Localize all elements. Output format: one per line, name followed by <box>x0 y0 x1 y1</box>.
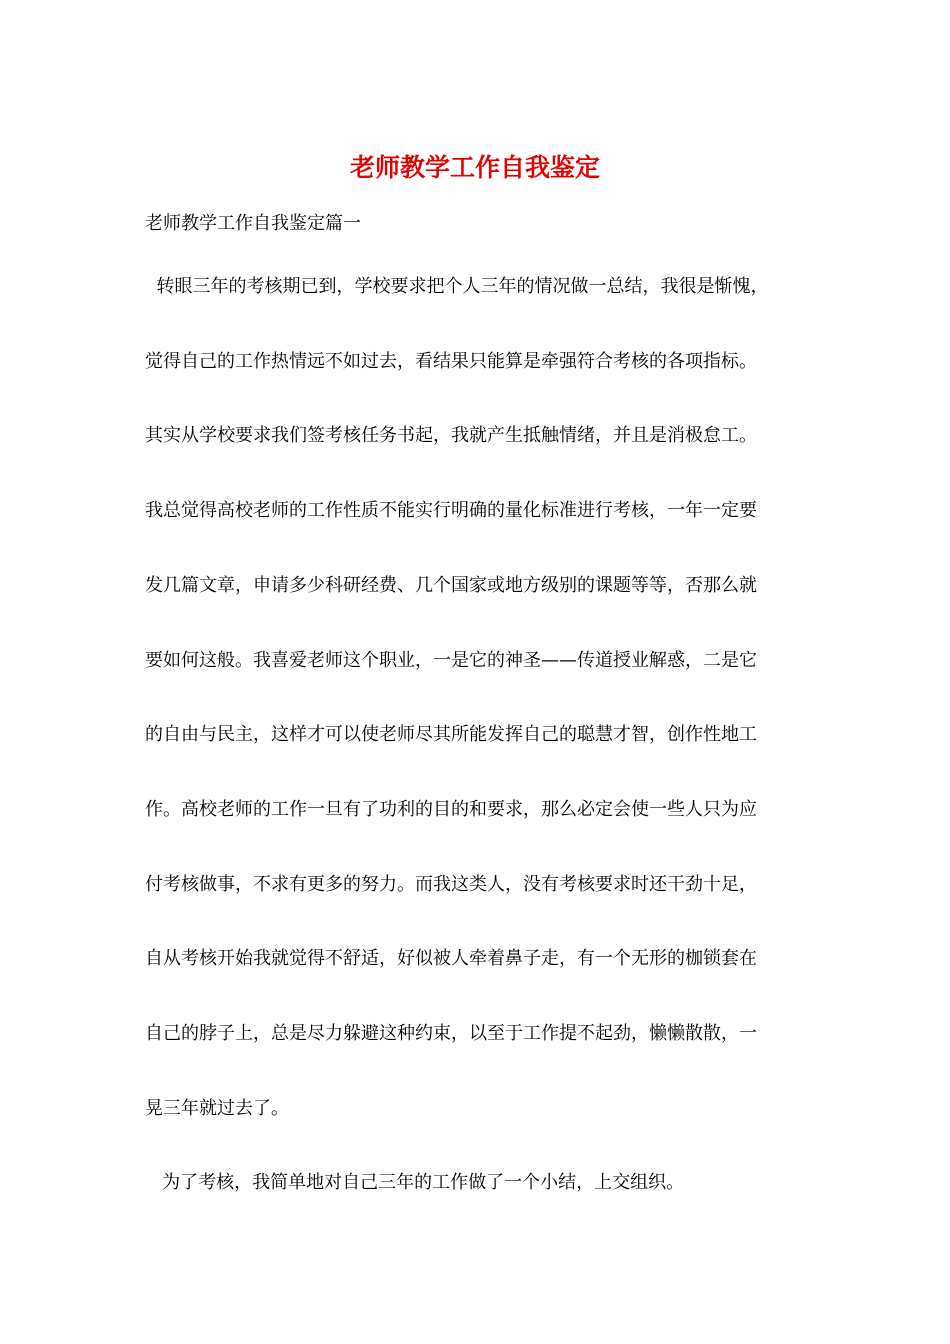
body-line: 的自由与民主，这样才可以使老师尽其所能发挥自己的聪慧才智，创作性地工 <box>145 724 757 745</box>
body-line: 作。高校老师的工作一旦有了功利的目的和要求，那么必定会使一些人只为应 <box>145 799 757 820</box>
body-line: 我总觉得高校老师的工作性质不能实行明确的量化标准进行考核，一年一定要 <box>145 500 757 521</box>
section-heading: 老师教学工作自我鉴定篇一 <box>145 213 361 234</box>
body-line: 发几篇文章，申请多少科研经费、几个国家或地方级别的课题等等，否那么就 <box>145 575 757 596</box>
body-line: 觉得自己的工作热情远不如过去，看结果只能算是牵强符合考核的各项指标。 <box>145 351 757 372</box>
body-line: 转眼三年的考核期已到，学校要求把个人三年的情况做一总结，我很是惭愧， <box>145 276 769 297</box>
document-title: 老师教学工作自我鉴定 <box>349 153 600 182</box>
body-line: 要如何这般。我喜爱老师这个职业，一是它的神圣——传道授业解惑，二是它 <box>145 650 757 671</box>
body-line: 付考核做事，不求有更多的努力。而我这类人，没有考核要求时还干劲十足， <box>145 874 757 895</box>
body-line: 自从考核开始我就觉得不舒适，好似被人牵着鼻子走，有一个无形的枷锁套在 <box>145 948 757 969</box>
body-line: 晃三年就过去了。 <box>145 1098 289 1119</box>
body-line: 其实从学校要求我们签考核任务书起，我就产生抵触情绪，并且是消极怠工。 <box>145 425 757 446</box>
body-line: 为了考核，我简单地对自己三年的工作做了一个小结，上交组织。 <box>145 1172 685 1193</box>
body-line: 自己的脖子上，总是尽力躲避这种约束，以至于工作提不起劲，懒懒散散，一 <box>145 1023 757 1044</box>
